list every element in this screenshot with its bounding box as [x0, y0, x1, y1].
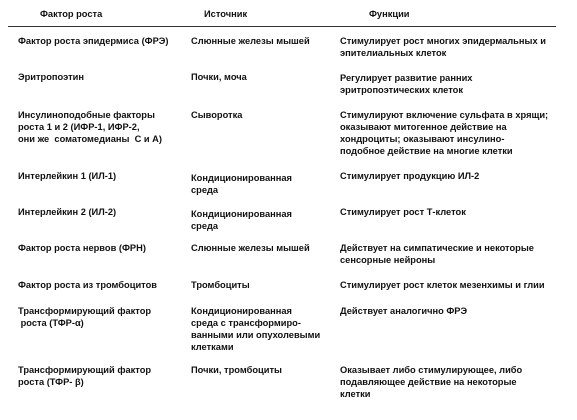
cell-line: Кондиционированная	[191, 173, 292, 183]
cell-line: подавляющее действие на некоторые	[340, 377, 517, 387]
source-cell	[191, 208, 341, 232]
cell-line: Стимулирует рост клеток мезенхимы и глии	[340, 280, 545, 290]
cell-line: Действует аналогично ФРЭ	[340, 306, 468, 316]
cell-line: Почки, тромбоциты	[191, 365, 282, 375]
cell-line: роста 1 и 2 (ИФР-1, ИФР-2,	[18, 122, 140, 132]
cell-line: подобное действие на многие клетки	[340, 146, 513, 156]
function-cell	[340, 206, 572, 218]
source-cell	[191, 242, 341, 254]
factor-cell	[18, 279, 186, 291]
cell-line: Слюнные железы мышей	[191, 243, 310, 253]
cell-line: Эритропоэтин	[18, 72, 84, 82]
cell-line: Инсулиноподобные факторы	[18, 110, 155, 120]
cell-line: ванными или опухолевыми	[191, 330, 321, 340]
factor-cell	[18, 109, 186, 145]
cell-line: хондроциты; оказывают инсулино-	[340, 134, 505, 144]
factor-cell	[18, 35, 186, 47]
function-cell	[340, 364, 572, 400]
cell-line: эритропоэтических клеток	[340, 85, 463, 95]
header-factor: Фактор роста	[40, 9, 103, 19]
source-cell	[191, 109, 341, 121]
header-rule	[8, 26, 556, 27]
cell-line: Сыворотка	[191, 110, 243, 120]
function-cell	[340, 242, 572, 266]
cell-line: эпителиальных клеток	[340, 48, 447, 58]
cell-line: Стимулирует продукцию ИЛ-2	[340, 171, 480, 181]
cell-line: клетками	[191, 342, 234, 352]
factor-cell	[18, 206, 186, 218]
cell-line: Фактор роста из тромбоцитов	[18, 280, 157, 290]
cell-line: роста (ТФР-α)	[18, 318, 84, 328]
cell-line: Интерлейкин 2 (ИЛ-2)	[18, 207, 117, 217]
cell-line: Слюнные железы мышей	[191, 36, 310, 46]
function-cell	[340, 305, 572, 317]
source-cell	[191, 71, 341, 83]
header-source: Источник	[204, 9, 248, 19]
factor-cell	[18, 305, 186, 329]
cell-line: сенсорные нейроны	[340, 255, 436, 265]
cell-line: Кондиционированная	[191, 306, 292, 316]
function-cell	[340, 72, 572, 96]
source-cell	[191, 305, 341, 353]
cell-line: Стимулируют включение сульфата в хрящи;	[340, 110, 549, 120]
cell-line: Регулирует развитие ранних	[340, 73, 473, 83]
source-cell	[191, 364, 341, 376]
table-header	[0, 8, 577, 22]
function-cell	[340, 109, 572, 157]
cell-line: Тромбоциты	[191, 280, 250, 290]
cell-line: Фактор роста нервов (ФРН)	[18, 243, 146, 253]
function-cell	[340, 35, 572, 59]
cell-line: Стимулирует рост многих эпидермальных и	[340, 36, 546, 46]
factor-cell	[18, 71, 186, 83]
cell-line: Трансформирующий фактор	[18, 306, 152, 316]
factor-cell	[18, 364, 186, 388]
cell-line: Стимулирует рост Т-клеток	[340, 207, 466, 217]
cell-line: среда	[191, 221, 219, 231]
header-functions: Функции	[369, 9, 410, 19]
cell-line: клетки	[340, 389, 371, 399]
cell-line: роста (ТФР- β)	[18, 377, 84, 387]
function-cell	[340, 170, 572, 182]
source-cell	[191, 35, 341, 47]
factor-cell	[18, 242, 186, 254]
cell-line: среда	[191, 185, 219, 195]
cell-line: Действует на симпатические и некоторые	[340, 243, 534, 253]
cell-line: Кондиционированная	[191, 209, 292, 219]
source-cell	[191, 172, 341, 196]
function-cell	[340, 279, 572, 291]
cell-line: Трансформирующий фактор	[18, 365, 152, 375]
factor-cell	[18, 170, 186, 182]
cell-line: Фактор роста эпидермиса (ФРЭ)	[18, 36, 169, 46]
cell-line: оказывают митогенное действие на	[340, 122, 507, 132]
cell-line: среда с трансформиро-	[191, 318, 301, 328]
cell-line: Почки, моча	[191, 72, 247, 82]
cell-line: они же соматомедианы С и А)	[18, 134, 162, 144]
source-cell	[191, 279, 341, 291]
cell-line: Оказывает либо стимулирующее, либо	[340, 365, 523, 375]
cell-line: Интерлейкин 1 (ИЛ-1)	[18, 171, 117, 181]
